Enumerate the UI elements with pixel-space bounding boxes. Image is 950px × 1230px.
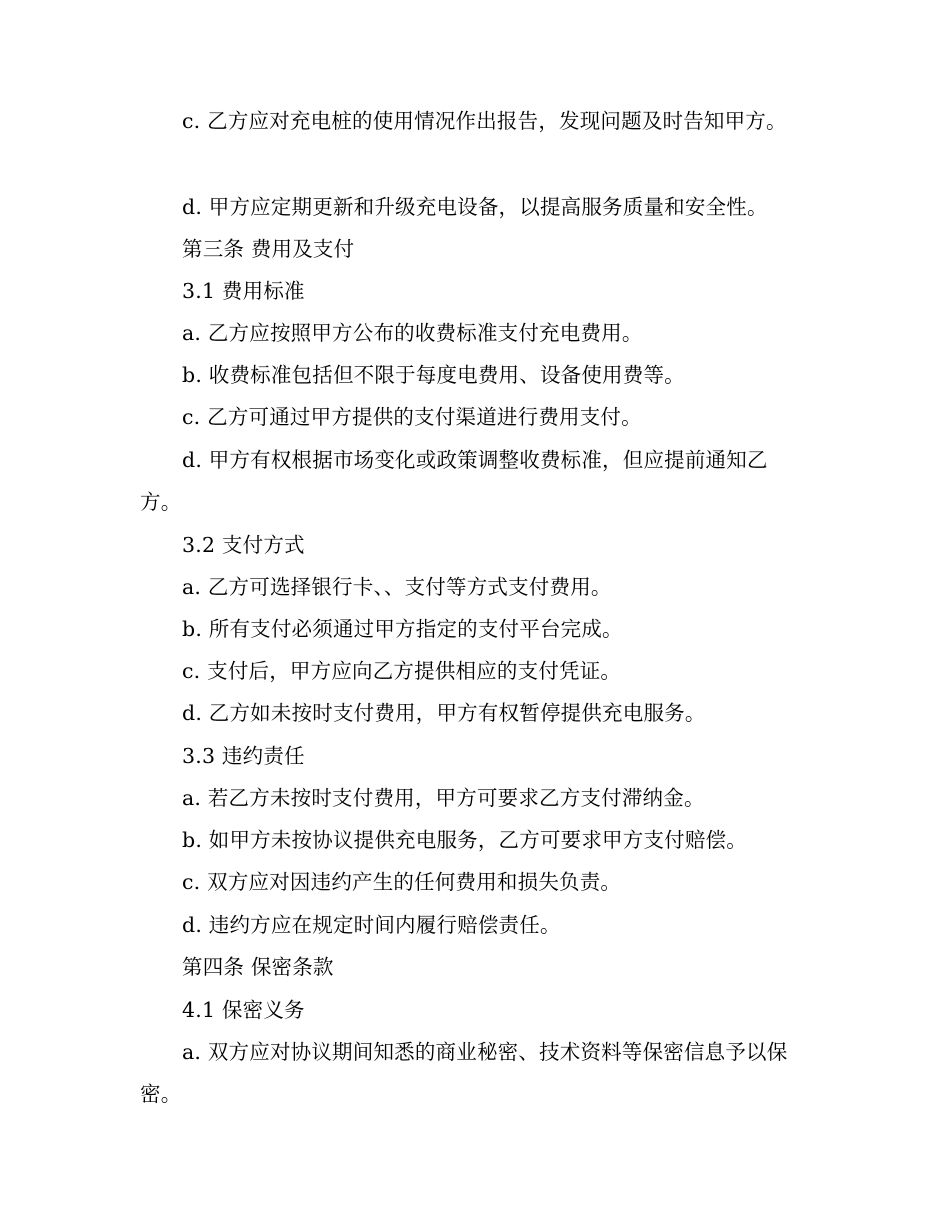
section-3-2-heading: 3.2 支付方式: [182, 533, 305, 557]
paragraph-3-1-d: d. 甲方有权根据市场变化或政策调整收费标准，但应提前通知乙方。: [140, 448, 768, 514]
paragraph-3-3-b: b. 如甲方未按协议提供充电服务，乙方可要求甲方支付赔偿。: [182, 828, 747, 852]
paragraph-3-1-c: c. 乙方可通过甲方提供的支付渠道进行费用支付。: [182, 405, 642, 429]
paragraph-3-3-c: c. 双方应对因违约产生的任何费用和损失负责。: [182, 870, 622, 894]
section-4-1-heading: 4.1 保密义务: [182, 998, 305, 1022]
paragraph-3-2-a: a. 乙方可选择银行卡、、支付等方式支付费用。: [182, 575, 612, 599]
paragraph-4-1-a: a. 双方应对协议期间知悉的商业秘密、技术资料等保密信息予以保密。: [140, 1040, 788, 1106]
article-3-heading: 第三条 费用及支付: [182, 237, 355, 261]
paragraph-3-2-b: b. 所有支付必须通过甲方指定的支付平台完成。: [182, 617, 623, 641]
paragraph-3-1-a: a. 乙方应按照甲方公布的收费标准支付充电费用。: [182, 321, 643, 345]
section-3-1-heading: 3.1 费用标准: [182, 279, 305, 303]
section-3-3-heading: 3.3 违约责任: [182, 744, 305, 768]
paragraph-2-d: d. 甲方应定期更新和升级充电设备，以提高服务质量和安全性。: [182, 195, 768, 219]
paragraph-3-2-c: c. 支付后，甲方应向乙方提供相应的支付凭证。: [182, 659, 622, 683]
paragraph-3-3-d: d. 违约方应在规定时间内履行赔偿责任。: [182, 913, 561, 937]
paragraph-3-3-a: a. 若乙方未按时支付费用，甲方可要求乙方支付滞纳金。: [182, 786, 705, 810]
paragraph-3-1-b: b. 收费标准包括但不限于每度电费用、设备使用费等。: [182, 363, 685, 387]
paragraph-3-2-d: d. 乙方如未按时支付费用，甲方有权暂停提供充电服务。: [182, 701, 706, 725]
paragraph-2-c: c. 乙方应对充电桩的使用情况作出报告，发现问题及时告知甲方。: [182, 109, 787, 133]
article-4-heading: 第四条 保密条款: [182, 955, 334, 979]
